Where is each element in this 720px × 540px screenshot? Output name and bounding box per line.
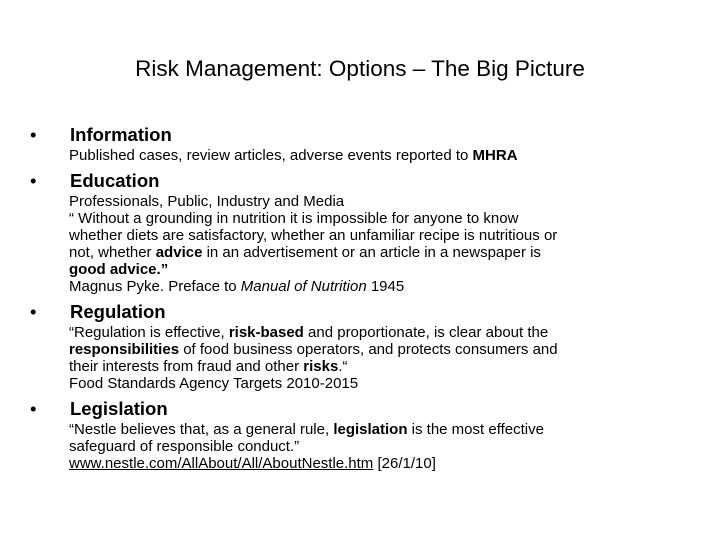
bullet-legislation xyxy=(30,398,168,420)
text-run: not, whether xyxy=(69,244,156,261)
paragraph-information xyxy=(69,147,669,164)
bullet-information xyxy=(30,124,172,146)
text-run-bold: advice xyxy=(155,244,203,261)
nestle-link[interactable]: www.nestle.com/AllAbout/All/AboutNestle.htm xyxy=(69,455,374,472)
slide-title: Risk Management: Options – The Big Picture xyxy=(135,56,585,81)
paragraph-line xyxy=(69,341,669,358)
text-run: “Regulation is effective, xyxy=(69,324,229,341)
text-run: and proportionate, is clear about the xyxy=(303,324,549,341)
text-run: Professionals, Public, Industry and Media xyxy=(69,193,345,210)
text-run-italic: Manual of Nutrition xyxy=(240,278,367,295)
bullet-dot: • xyxy=(30,398,37,419)
paragraph-line xyxy=(69,421,669,438)
text-run: .“ xyxy=(338,358,348,375)
text-run: whether diets are satisfactory, whether an unfamiliar recipe is nutritious or xyxy=(69,227,558,244)
paragraph-line xyxy=(69,147,669,164)
text-run-bold: good advice xyxy=(69,261,157,278)
text-run: Published cases, review articles, adverse events reported to xyxy=(69,147,473,164)
paragraph-regulation xyxy=(69,324,669,392)
bullet-heading-information: Information xyxy=(70,124,172,145)
paragraph-line xyxy=(69,278,669,295)
paragraph-line xyxy=(69,261,669,278)
text-run: “ Without a grounding in nutrition it is impossible for anyone to know xyxy=(69,210,519,227)
paragraph-line xyxy=(69,358,669,375)
paragraph-education xyxy=(69,193,669,295)
bullet-regulation xyxy=(30,301,166,323)
text-run: of food business operators, and protects consumers and xyxy=(179,341,558,358)
text-run: is the most effective xyxy=(407,421,544,438)
bullet-heading-legislation: Legislation xyxy=(70,398,168,419)
bullet-dot: • xyxy=(30,170,37,191)
paragraph-line xyxy=(69,455,669,472)
text-run: their interests from fraud and other xyxy=(69,358,304,375)
text-run: [26/1/10] xyxy=(373,455,436,472)
text-run: 1945 xyxy=(366,278,405,295)
paragraph-line xyxy=(69,210,669,227)
bullet-heading-regulation: Regulation xyxy=(70,301,166,322)
text-run-bold: .” xyxy=(156,261,169,278)
bullet-dot: • xyxy=(30,301,37,322)
text-run-bold: risk-based xyxy=(228,324,304,341)
text-run-bold: legislation xyxy=(333,421,408,438)
paragraph-line xyxy=(69,193,669,210)
text-run: Food Standards Agency Targets 2010-2015 xyxy=(69,375,359,392)
text-run: safeguard of responsible conduct.” xyxy=(69,438,300,455)
paragraph-line xyxy=(69,227,669,244)
text-run: “Nestle believes that, as a general rule, xyxy=(69,421,334,438)
bullet-education xyxy=(30,170,159,192)
paragraph-line xyxy=(69,324,669,341)
paragraph-line xyxy=(69,438,669,455)
text-run-bold: responsibilities xyxy=(69,341,180,358)
text-run: in an advertisement or an article in a newspaper is xyxy=(202,244,541,261)
text-run-bold: MHRA xyxy=(472,147,518,164)
paragraph-line xyxy=(69,244,669,261)
bullet-heading-education: Education xyxy=(70,170,160,191)
paragraph-legislation xyxy=(69,421,669,472)
text-run-bold: risks xyxy=(303,358,339,375)
bullet-dot: • xyxy=(30,124,37,145)
paragraph-line xyxy=(69,375,669,392)
text-run: Magnus Pyke. Preface to xyxy=(69,278,241,295)
